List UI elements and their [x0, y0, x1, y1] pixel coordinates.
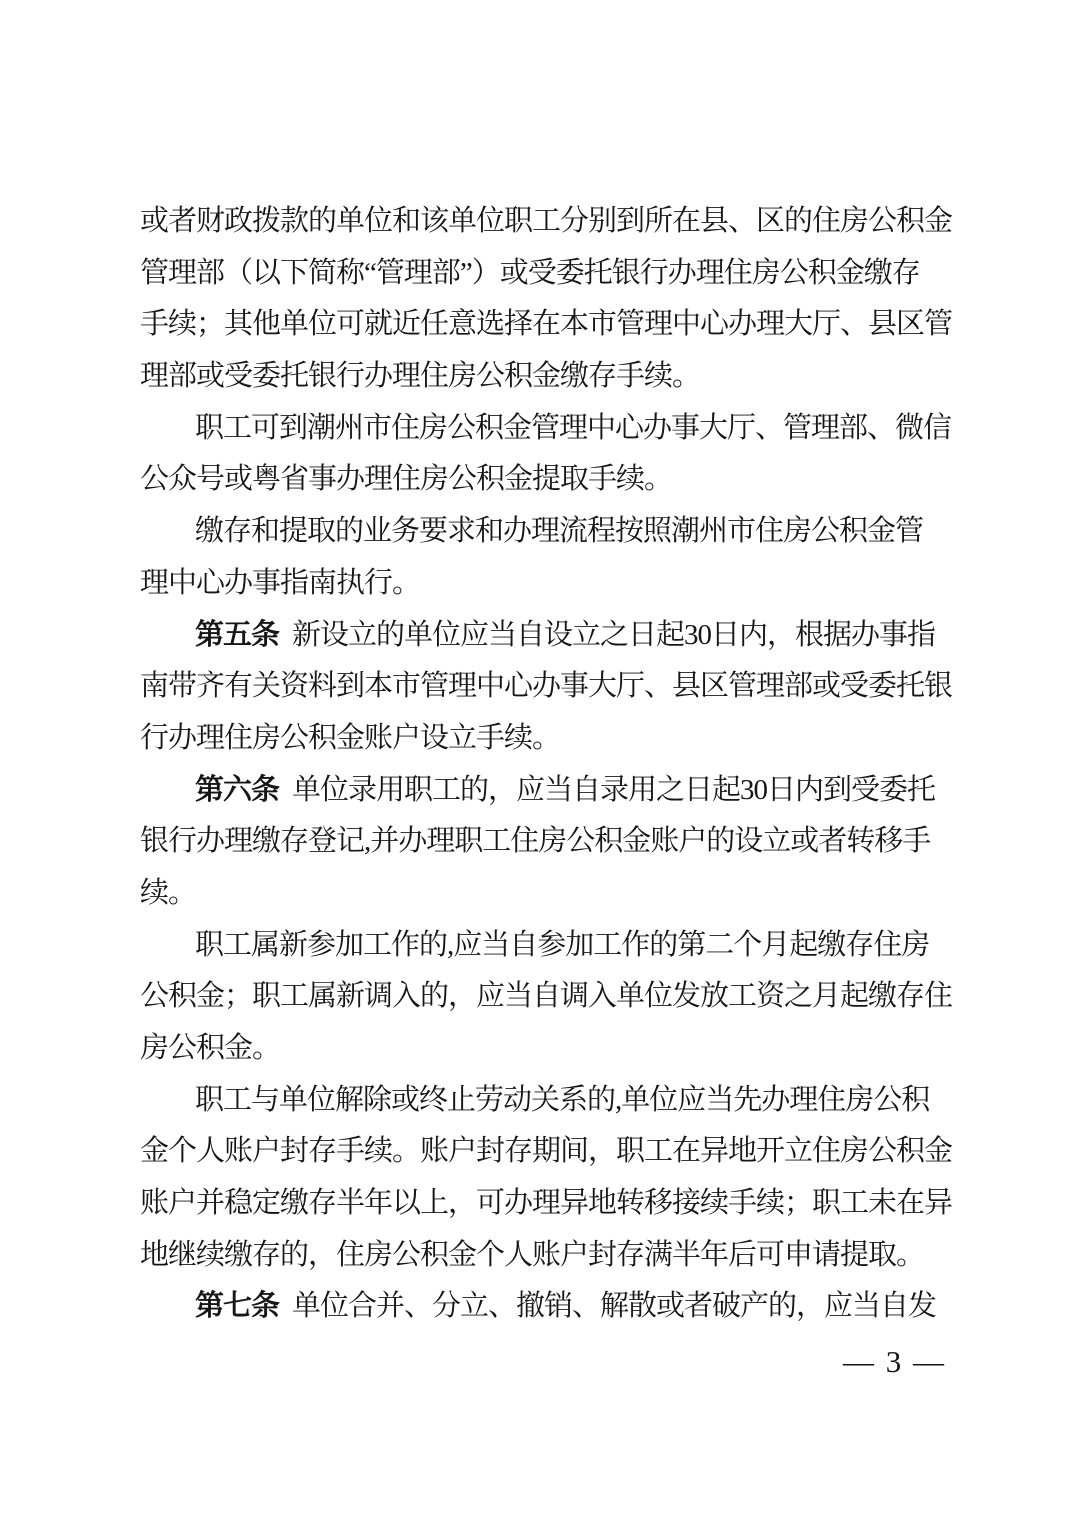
line-text: 新设立的单位应当自设立之日起30日内，根据办事指	[292, 618, 936, 651]
text-line	[140, 1126, 960, 1178]
article-heading: 第五条	[195, 618, 280, 651]
text-line	[140, 506, 960, 558]
line-text: 账户并稳定缴存半年以上，可办理异地转移接续手续；职工未在异	[140, 1187, 953, 1220]
line-text: 管理部（以下简称“管理部”）或受委托银行办理住房公积金缴存	[140, 256, 920, 289]
line-text: 理部或受委托银行办理住房公积金缴存手续。	[140, 360, 701, 393]
document-lines	[140, 196, 960, 1333]
text-line	[140, 558, 960, 610]
article-heading: 第七条	[195, 1290, 280, 1323]
text-line	[140, 351, 960, 403]
text-line	[140, 1023, 960, 1075]
text-line	[140, 196, 960, 248]
article-heading: 第六条	[195, 773, 280, 806]
line-text: 地继续缴存的，住房公积金个人账户封存满半年后可申请提取。	[140, 1238, 925, 1271]
line-text: 房公积金。	[140, 1032, 281, 1064]
text-line	[140, 1075, 960, 1127]
line-text: 银行办理缴存登记,并办理职工住房公积金账户的设立或者转移手	[140, 825, 931, 858]
line-text: 职工属新参加工作的,应当自参加工作的第二个月起缴存住房	[195, 928, 930, 961]
line-text: 金个人账户封存手续。账户封存期间，职工在异地开立住房公积金	[140, 1135, 953, 1168]
text-line	[140, 713, 960, 765]
text-line	[140, 816, 960, 868]
line-text: 手续；其他单位可就近任意选择在本市管理中心办理大厅、县区管	[140, 308, 953, 341]
text-line	[140, 1230, 960, 1282]
text-line	[140, 868, 960, 920]
text-line	[140, 971, 960, 1023]
text-line	[140, 403, 960, 455]
line-text: 职工与单位解除或终止劳动关系的,单位应当先办理住房公积	[195, 1083, 930, 1116]
text-line	[140, 248, 960, 300]
line-text: 南带齐有关资料到本市管理中心办事大厅、县区管理部或受委托银	[140, 670, 953, 703]
page-number: — 3 —	[843, 1344, 946, 1379]
text-line	[140, 299, 960, 351]
text-line	[140, 765, 960, 817]
text-line	[140, 661, 960, 713]
line-text: 理中心办事指南执行。	[140, 566, 421, 599]
line-text: 单位合并、分立、撤销、解散或者破产的，应当自发	[292, 1290, 937, 1323]
text-line	[140, 454, 960, 506]
text-line	[140, 1281, 960, 1333]
line-text: 续。	[140, 876, 197, 909]
line-text: 行办理住房公积金账户设立手续。	[140, 721, 561, 754]
text-line	[140, 610, 960, 662]
line-text: 职工可到潮州市住房公积金管理中心办事大厅、管理部、微信	[195, 411, 952, 444]
line-text: 公众号或粤省事办理住房公积金提取手续。	[140, 463, 673, 496]
line-text: 缴存和提取的业务要求和办理流程按照潮州市住房公积金管	[195, 515, 924, 548]
line-text: 单位录用职工的，应当自录用之日起30日内到受委托	[292, 773, 936, 806]
line-text: 公积金；职工属新调入的，应当自调入单位发放工资之月起缴存住	[140, 980, 953, 1013]
text-line	[140, 1178, 960, 1230]
text-line	[140, 920, 960, 972]
line-text: 或者财政拨款的单位和该单位职工分别到所在县、区的住房公积金	[140, 205, 953, 237]
